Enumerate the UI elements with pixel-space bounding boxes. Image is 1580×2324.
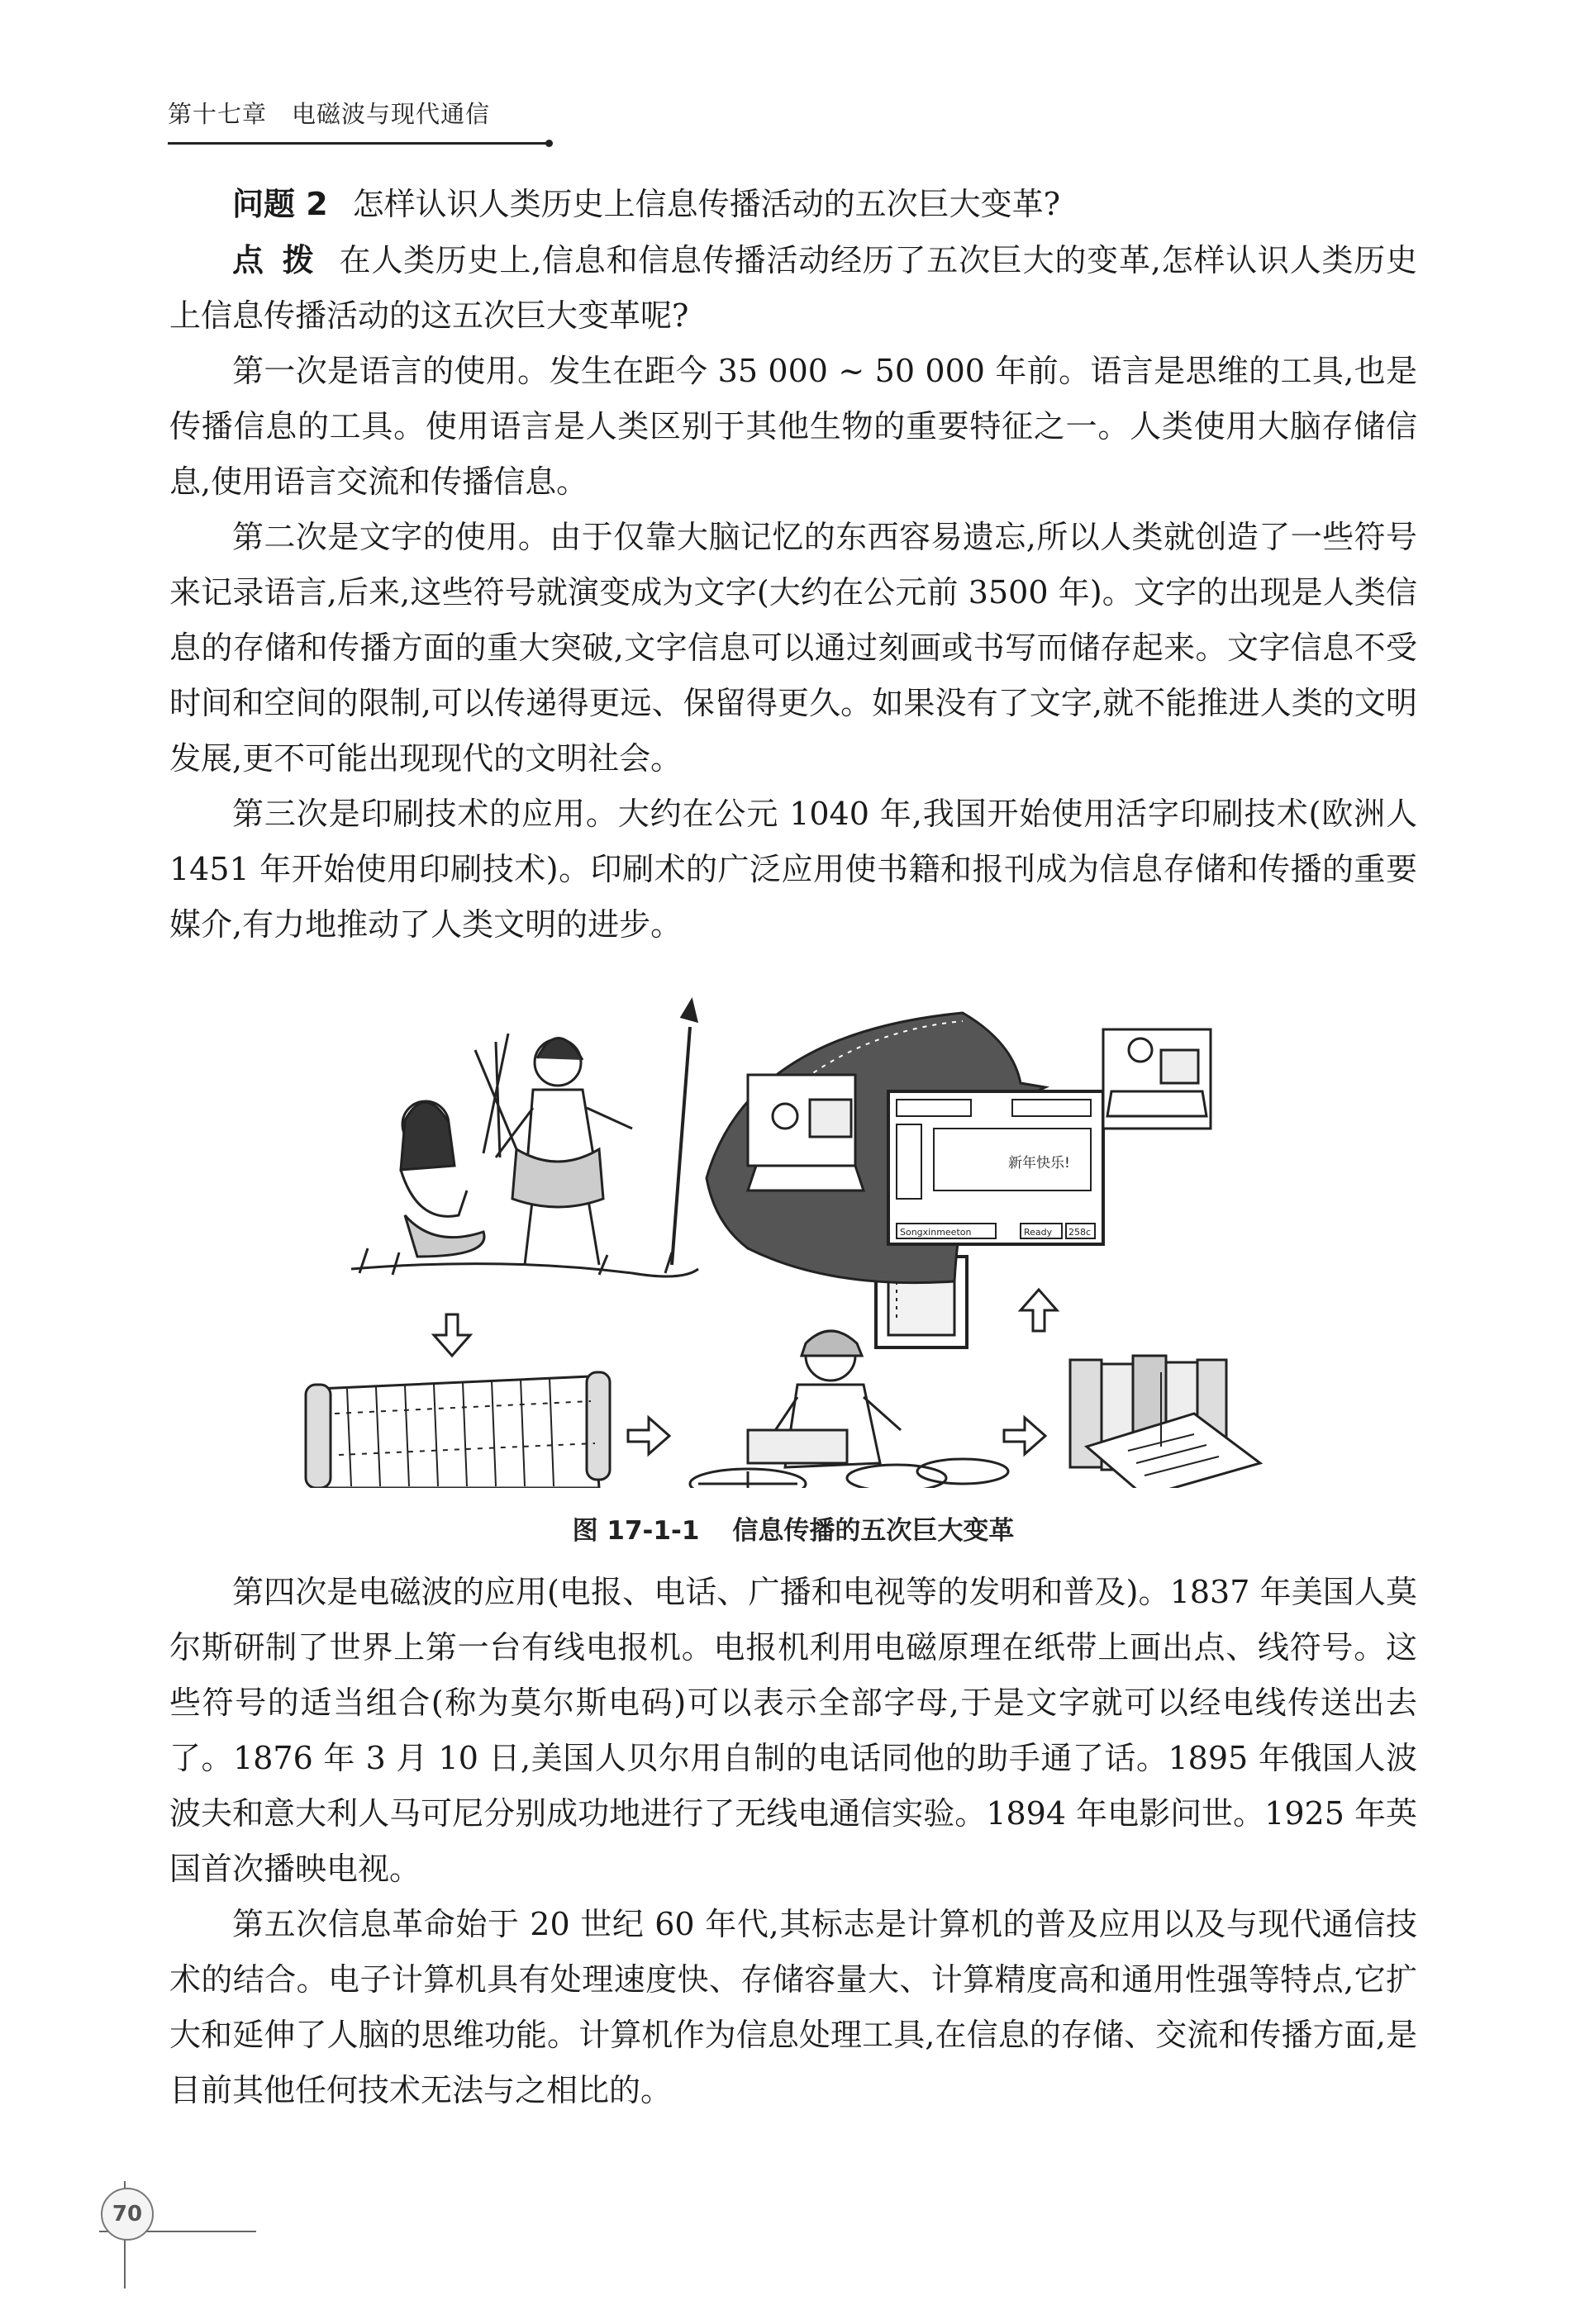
books-newspapers-icon [1070, 1356, 1260, 1488]
page-body [169, 177, 1417, 2118]
screen-greeting: 新年快乐! [1008, 1155, 1070, 1172]
screen-status: Ready [1024, 1227, 1053, 1238]
screen-sender: Songxinmeeton [900, 1227, 972, 1238]
hint-text: 在人类历史上,信息和信息传播活动经历了五次巨大的变革,怎样认识人类历史上信息传播活动的这五次巨大变革呢? [169, 242, 1417, 334]
header-rule-dot [545, 140, 553, 147]
question-line [169, 177, 1417, 232]
running-head: 第十七章 电磁波与现代通信 [168, 100, 491, 128]
paragraph-electromagnetic: 第四次是电磁波的应用(电报、电话、广播和电视等的发明和普及)。1837 年美国人莫尔斯研制了世界上第一台有线电报机。电报机利用电磁原理在纸带上画出点、线符号。这些符号的适当组合(称为莫尔斯电码)可以表示全部字母,于是文字就可以经电线传送出去了。1876 年 3 月 10 日,美国人贝尔用自制的电话同他的助手通了话。1895 年俄国人波波夫和意大利人马可尼分别成功地进行了无线电通信实验。1894 年电影问世。1925 年英国首次播映电视。 [169, 1574, 1417, 1887]
printing-worker-icon [690, 1257, 1008, 1488]
computer-network-icon [707, 1013, 1211, 1283]
figure-caption-text: 信息传播的五次巨大变革 [732, 1516, 1015, 1546]
figure-caption [169, 1509, 1417, 1547]
primitive-people-icon [351, 1000, 698, 1276]
screen-code: 258c [1068, 1227, 1092, 1238]
paragraph-computer: 第五次信息革命始于 20 世纪 60 年代,其标志是计算机的普及应用以及与现代通信技术的结合。电子计算机具有处理速度快、存储容量大、计算精度高和通用性强等特点,它扩大和延伸了人脑的思维功能。计算机作为信息处理工具,在信息的存储、交流和传播方面,是目前其他任何技术无法与之相比的。 [169, 1906, 1417, 2108]
figure-illustration [169, 984, 1417, 1488]
hint-paragraph [169, 232, 1417, 344]
paragraph-printing: 第三次是印刷技术的应用。大约在公元 1040 年,我国开始使用活字印刷技术(欧洲人 1451 年开始使用印刷技术)。印刷术的广泛应用使书籍和报刊成为信息存储和传播的重要媒介,有力地推动了人类文明的进步。 [169, 796, 1417, 943]
bamboo-scroll-icon [306, 1372, 610, 1488]
paragraph-writing: 第二次是文字的使用。由于仅靠大脑记忆的东西容易遗忘,所以人类就创造了一些符号来记录语言,后来,这些符号就演变成为文字(大约在公元前 3500 年)。文字的出现是人类信息的存储和传播方面的重大突破,文字信息可以通过刻画或书写而储存起来。文字信息不受时间和空间的限制,可以传递得更远、保留得更久。如果没有了文字,就不能推进人类的文明发展,更不可能出现现代的文明社会。 [169, 519, 1417, 777]
page-number: 70 [101, 2188, 154, 2241]
header-rule [168, 142, 550, 145]
arrow-right-icon [1004, 1418, 1045, 1454]
figure-caption-number: 图 17-1-1 [572, 1516, 700, 1546]
arrow-right-icon [628, 1418, 669, 1454]
hint-label: 点拨 [232, 241, 333, 278]
arrow-up-icon [1021, 1290, 1057, 1331]
question-text: 怎样认识人类历史上信息传播活动的五次巨大变革? [352, 186, 1061, 222]
paragraph-language: 第一次是语言的使用。发生在距今 35 000 ~ 50 000 年前。语言是思维的工具,也是传播信息的工具。使用语言是人类区别于其他生物的重要特征之一。人类使用大脑存储信息,使用语言交流和传播信息。 [169, 353, 1417, 500]
arrow-down-icon [434, 1314, 470, 1356]
question-label: 问题 2 [232, 186, 328, 222]
five-revolutions-illustration [169, 984, 1417, 1488]
